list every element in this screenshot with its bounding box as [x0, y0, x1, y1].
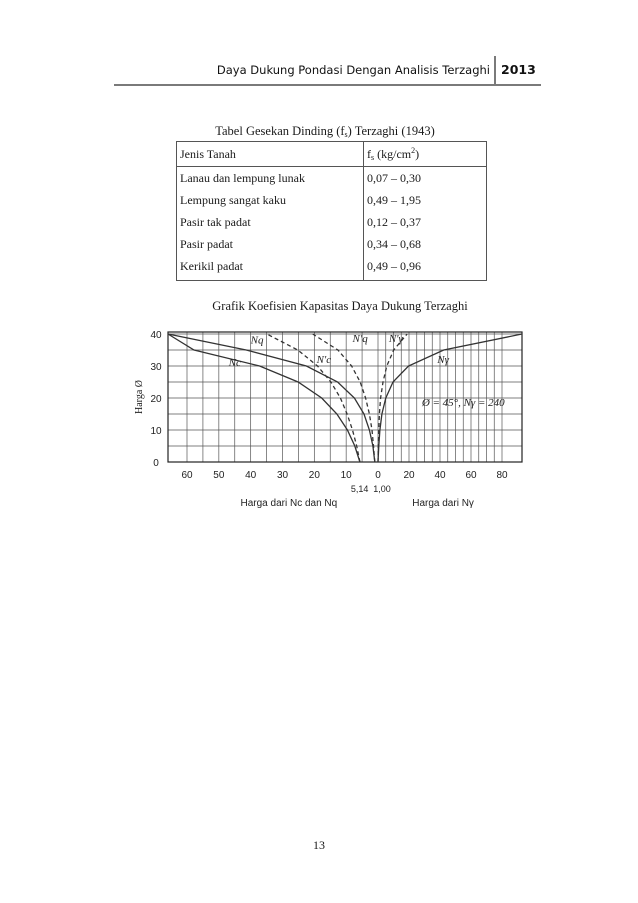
chart-caption: Grafik Koefisien Kapasitas Daya Dukung Terzaghi	[212, 299, 468, 313]
header-fs-superscript: 2	[411, 146, 416, 155]
curve-label: N'c	[316, 353, 332, 366]
header-divider	[494, 56, 496, 85]
soil-cell: Kerikil padat	[177, 255, 364, 281]
x-tick-label: 40	[434, 470, 446, 481]
y-tick-label: 20	[150, 394, 162, 405]
page-number: 13	[313, 838, 325, 852]
header-fs-close: )	[415, 147, 420, 161]
curve-label: N'γ	[388, 333, 403, 345]
running-header-title: Daya Dukung Pondasi Dengan Analisis Terzaghi	[216, 63, 490, 77]
soil-cell: Lanau dan lempung lunak	[177, 167, 364, 190]
table-caption-prefix: Tabel Gesekan Dinding (f	[215, 124, 345, 138]
header-rule	[114, 84, 541, 86]
x-tick-label: 20	[308, 470, 320, 481]
x-tick-label: 0	[375, 470, 381, 481]
header-fs-symbol: f	[367, 147, 371, 161]
x-tick-label: 10	[340, 470, 352, 481]
fs-cell: 0,07 – 0,30	[367, 170, 421, 185]
table-caption-subscript: s	[344, 130, 348, 139]
table-caption-suffix: ) Terzaghi (1943)	[347, 124, 435, 138]
soil-cell: Lempung sangat kaku	[177, 189, 364, 211]
header-fs-unit: (kg/cm	[374, 147, 412, 161]
y-tick-label: 10	[150, 426, 162, 437]
table-row	[177, 233, 487, 255]
bearing-capacity-chart	[132, 320, 532, 510]
curve-label: N'q	[352, 333, 368, 345]
table-row	[177, 255, 487, 281]
curve-label: Nc	[228, 357, 241, 369]
x-axis-label-left: Harga dari Nc dan Nq	[240, 498, 338, 509]
friction-table	[176, 141, 487, 281]
curve-label: Nγ	[437, 353, 449, 366]
chart-annotation: Ø = 45°, Nγ = 240	[421, 397, 505, 409]
x-tick-label: 40	[245, 470, 257, 481]
table-header-row	[177, 142, 487, 167]
header-soil-type: Jenis Tanah	[177, 142, 364, 167]
fs-cell: 0,49 – 1,95	[367, 192, 421, 207]
table-caption	[180, 124, 470, 139]
table-row	[177, 211, 487, 233]
y-tick-label: 0	[153, 458, 159, 469]
table-row	[177, 167, 487, 190]
fs-cell: 0,34 – 0,68	[367, 236, 421, 251]
x-tick-label: 20	[403, 470, 415, 481]
fs-cell: 0,49 – 0,96	[367, 258, 421, 273]
y-tick-label: 40	[150, 330, 162, 341]
y-axis-label: Harga Ø	[134, 380, 145, 414]
x-tick-label: 60	[465, 470, 477, 481]
x-tick-label: 50	[213, 470, 225, 481]
x-tick-label: 80	[496, 470, 508, 481]
running-header-year: 2013	[501, 62, 536, 77]
x-axis-label-right: Harga dari Nγ	[412, 498, 474, 509]
y-tick-label: 30	[150, 362, 162, 373]
x-axis-note: 1,00	[373, 484, 391, 494]
header-fs-subscript: s	[371, 153, 375, 162]
x-tick-label: 60	[181, 470, 193, 481]
soil-cell: Pasir padat	[177, 233, 364, 255]
table-row	[177, 189, 487, 211]
fs-cell: 0,12 – 0,37	[367, 214, 421, 229]
curve-label: Nq	[250, 334, 264, 347]
x-tick-label: 30	[276, 470, 289, 481]
soil-cell: Pasir tak padat	[177, 211, 364, 233]
header-fs	[364, 142, 487, 167]
x-axis-note: 5,14	[350, 484, 369, 494]
